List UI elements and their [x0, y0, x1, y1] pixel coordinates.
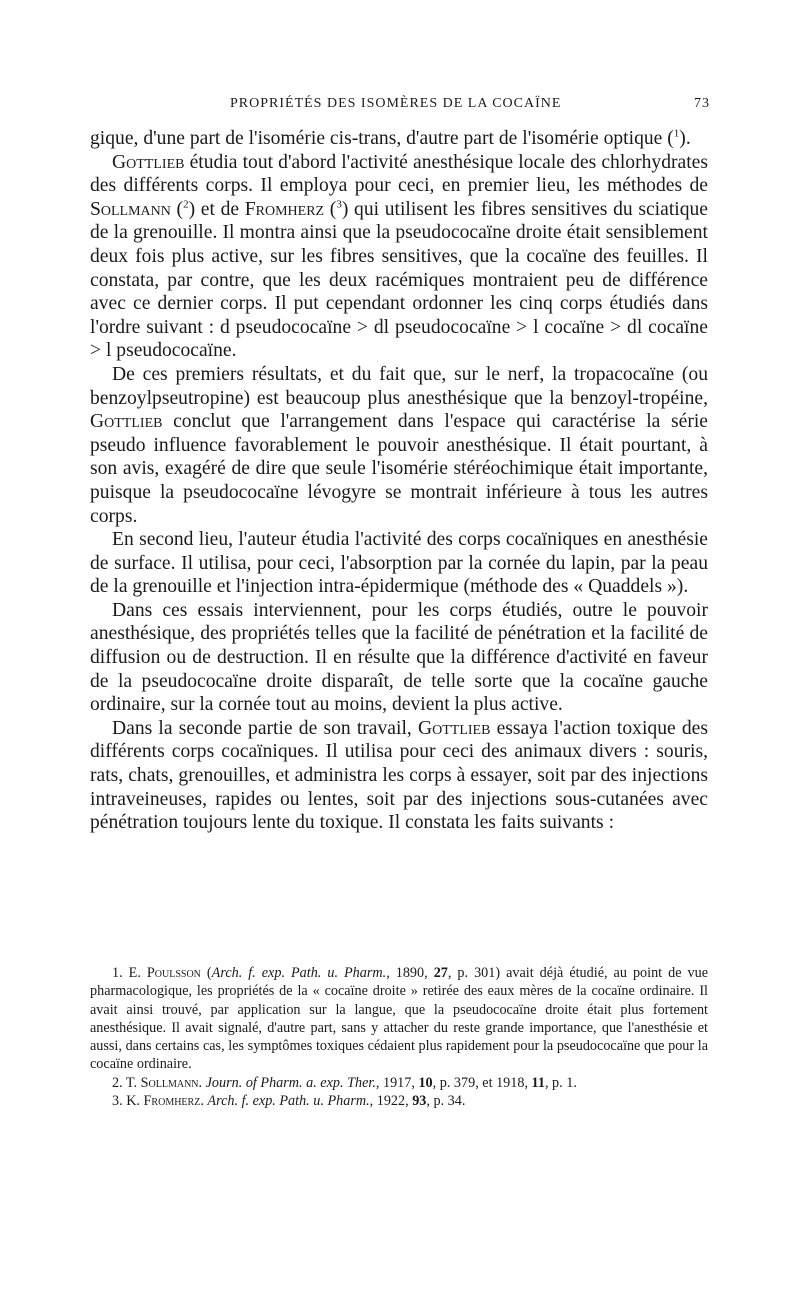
- footnote-2: 2. T. Sollmann. Journ. of Pharm. a. exp. Ther., 1917, 10, p. 379, et 1918, 11, p. 1.: [112, 1074, 577, 1091]
- author-name: Gottlieb: [417, 717, 491, 739]
- paragraph-5: Dans ces essais interviennent, pour les corps étudiés, outre le pouvoir anesthésique, des propriétés telles que la facilité de pénétration et la facilité de diffusion ou de destruction. Il en résulte que la différence d'activité en faveur de la pseudococaïne droite disparaît, de telle sorte que la cocaïne gauche ordinaire, sur la cornée tout au moins, devient la plus active.: [90, 599, 708, 716]
- volume-number: 93: [412, 1093, 427, 1110]
- author-name: Sollmann: [140, 1074, 199, 1091]
- paragraph-4: En second lieu, l'auteur étudia l'activité des corps cocaïniques en anesthésie de surface. Il utilisa, pour ceci, l'absorption par la cornée du lapin, par la peau de la grenouille et l'injection intra-épidermique (méthode des « Quaddels »).: [90, 529, 708, 598]
- footnote-ref-3[interactable]: 3: [336, 198, 342, 211]
- running-title: PROPRIÉTÉS DES ISOMÈRES DE LA COCAÏNE: [230, 96, 562, 111]
- journal-title: Arch. f. exp. Path. u. Pharm.: [207, 1093, 370, 1110]
- volume-number: 10: [418, 1074, 433, 1091]
- footnote-1: 1. E. Poulsson (Arch. f. exp. Path. u. Pharm., 1890, 27, p. 301) avait déjà étudié, au point de vue pharmacologique, les propriétés de la « cocaïne droite » retirée des eaux mères de la cocaïne ordinaire. Il avait ainsi trouvé, par application sur la langue, que la pseudococaïne droite était plus fortement anesthésique. Il avait signalé, d'autre part, sans y attacher du reste grande importance, que l'anesthésie et aussi, dans certains cas, les symptômes toxiques cédaient plus rapidement pour la pseudococaïne que pour la cocaïne ordinaire.: [90, 965, 709, 1073]
- author-name: Fromherz: [244, 198, 325, 220]
- paragraph-2: Gottlieb étudia tout d'abord l'activité anesthésique locale des chlorhydrates des différents corps. Il employa pour ceci, en premier lieu, les méthodes de Sollmann ($^2$) et de Fromherz ($^3$) qui utilisent les fibres sensitives du sciatique de la grenouille. Il montra ainsi que la pseudococaïne droite était sensiblement deux fois plus active, sur les fibres sensitives, que la cocaïne des feuilles. Il constata, par contre, que les deux racémiques montraient peu de différence avec ce dernier corps. Il put cependant ordonner les cinq corps étudiés dans l'ordre suivant : d pseudococaïne > dl pseudococaïne > l cocaïne > dl cocaïne > l pseudococaïne.: [90, 151, 708, 362]
- page-number: 73: [694, 96, 710, 111]
- journal-title: Arch. f. exp. Path. u. Pharm.: [211, 965, 387, 981]
- author-name: Poulsson: [146, 965, 201, 981]
- volume-number: 27: [433, 965, 448, 981]
- journal-title: Journ. of Pharm. a. exp. Ther.: [205, 1074, 376, 1091]
- footnote-ref-1[interactable]: 1: [673, 127, 680, 140]
- author-name: Fromherz: [143, 1093, 201, 1110]
- author-name: Gottlieb: [90, 411, 163, 433]
- author-name: Sollmann: [90, 198, 171, 220]
- volume-number: 11: [531, 1074, 545, 1091]
- paragraph-3: De ces premiers résultats, et du fait que, sur le nerf, la tropacocaïne (ou benzoylpseutropine) est beaucoup plus anesthésique que la benzoyl-tropéine, Gottlieb conclut que l'arrangement dans l'espace qui caractérise la série pseudo influence favorablement le pouvoir anesthésique. Il était pourtant, à son avis, exagéré de dire que seule l'isomérie stéréochimique était importante, puisque la pseudococaïne lévogyre se montrait inférieure à tous les autres corps.: [90, 363, 708, 527]
- body-text: [90, 127, 708, 835]
- footnotes: [90, 964, 708, 1110]
- paragraph-6: Dans la seconde partie de son travail, Gottlieb essaya l'action toxique des différents corps cocaïniques. Il utilisa pour ceci des animaux divers : souris, rats, chats, grenouilles, et administra les corps à essayer, soit par des injections intraveineuses, rapides ou lentes, soit par des injections sous-cutanées avec pénétration toujours lente du toxique. Il constata les faits suivants :: [90, 717, 708, 834]
- author-name: Gottlieb: [112, 151, 185, 173]
- footnote-3: 3. K. Fromherz. Arch. f. exp. Path. u. Pharm., 1922, 93, p. 34.: [112, 1093, 466, 1110]
- paragraph-1: gique, d'une part de l'isomérie cis-trans, d'autre part de l'isomérie optique ($^1$).: [90, 127, 691, 149]
- footnote-ref-2[interactable]: 2: [183, 198, 189, 211]
